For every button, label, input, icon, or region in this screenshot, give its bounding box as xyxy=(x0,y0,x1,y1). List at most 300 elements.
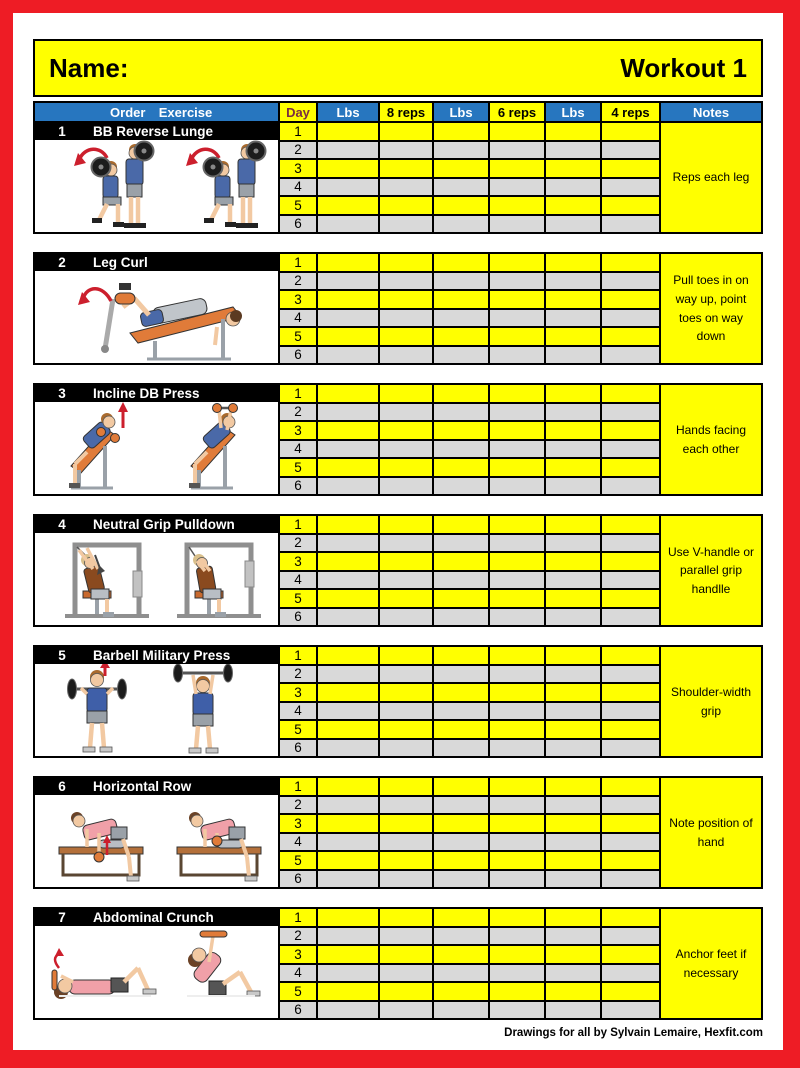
entry-cell[interactable] xyxy=(380,478,432,495)
entry-cell[interactable] xyxy=(546,797,600,814)
entry-cell[interactable] xyxy=(490,478,544,495)
exercise-title-bar xyxy=(35,909,278,926)
entry-cell[interactable] xyxy=(318,1002,378,1019)
entry-cell[interactable] xyxy=(380,740,432,757)
log-grid xyxy=(280,254,659,363)
entry-cell[interactable] xyxy=(318,647,378,664)
entry-cell[interactable] xyxy=(602,965,659,982)
entry-cell[interactable] xyxy=(434,778,488,795)
entry-cell[interactable] xyxy=(434,441,488,458)
entry-cell[interactable] xyxy=(318,740,378,757)
day-cell: 1 xyxy=(280,516,316,533)
day-header-label: Day xyxy=(280,103,316,121)
day-cell: 2 xyxy=(280,142,316,159)
entry-cell[interactable] xyxy=(318,291,378,308)
exercise-title-bar xyxy=(35,647,278,664)
entry-cell[interactable] xyxy=(380,647,432,664)
exercise-left-panel xyxy=(35,647,278,756)
entry-cell[interactable] xyxy=(434,590,488,607)
entry-cell[interactable] xyxy=(434,609,488,626)
entry-cell[interactable] xyxy=(602,478,659,495)
entry-cell[interactable] xyxy=(380,254,432,271)
entry-cell[interactable] xyxy=(602,197,659,214)
entry-cell[interactable] xyxy=(318,609,378,626)
notes-header-label: Notes xyxy=(661,103,761,121)
entry-cell[interactable] xyxy=(602,516,659,533)
entry-cell[interactable] xyxy=(546,160,600,177)
entry-cell[interactable] xyxy=(546,590,600,607)
entry-cell[interactable] xyxy=(318,852,378,869)
exercise-block xyxy=(33,121,763,234)
entry-cell[interactable] xyxy=(602,254,659,271)
entry-cell[interactable] xyxy=(546,516,600,533)
entry-cell[interactable] xyxy=(546,385,600,402)
entry-cell[interactable] xyxy=(434,553,488,570)
entry-cell[interactable] xyxy=(490,273,544,290)
entry-cell[interactable] xyxy=(602,328,659,345)
entry-cell[interactable] xyxy=(546,871,600,888)
entry-cell[interactable] xyxy=(380,684,432,701)
workout-title: Workout 1 xyxy=(620,52,747,83)
entry-cell[interactable] xyxy=(380,404,432,421)
entry-cell[interactable] xyxy=(490,871,544,888)
entry-cell[interactable] xyxy=(434,909,488,926)
entry-cell[interactable] xyxy=(318,347,378,364)
entry-cell[interactable] xyxy=(318,721,378,738)
reps-header-8: 8 reps xyxy=(380,103,432,121)
entry-cell[interactable] xyxy=(434,815,488,832)
entry-cell[interactable] xyxy=(318,385,378,402)
day-cell: 3 xyxy=(280,684,316,701)
entry-cell[interactable] xyxy=(602,216,659,233)
entry-cell[interactable] xyxy=(380,965,432,982)
entry-cell[interactable] xyxy=(490,572,544,589)
entry-cell[interactable] xyxy=(602,778,659,795)
entry-cell[interactable] xyxy=(490,291,544,308)
name-label: Name: xyxy=(49,52,129,83)
entry-cell[interactable] xyxy=(434,535,488,552)
entry-cell[interactable] xyxy=(434,123,488,140)
column-header-row xyxy=(33,101,763,123)
entry-cell[interactable] xyxy=(490,216,544,233)
entry-cell[interactable] xyxy=(380,123,432,140)
entry-cell[interactable] xyxy=(318,123,378,140)
entry-cell[interactable] xyxy=(380,946,432,963)
entry-cell[interactable] xyxy=(546,254,600,271)
entry-cell[interactable] xyxy=(546,328,600,345)
entry-cell[interactable] xyxy=(380,666,432,683)
entry-cell[interactable] xyxy=(490,422,544,439)
entry-cell[interactable] xyxy=(490,609,544,626)
leg-curl-illustration xyxy=(35,271,278,363)
entry-cell[interactable] xyxy=(602,815,659,832)
entry-cell[interactable] xyxy=(434,385,488,402)
entry-cell[interactable] xyxy=(602,740,659,757)
entry-cell[interactable] xyxy=(490,404,544,421)
day-cell: 4 xyxy=(280,965,316,982)
entry-cell[interactable] xyxy=(546,609,600,626)
entry-cell[interactable] xyxy=(490,123,544,140)
day-cell: 3 xyxy=(280,815,316,832)
entry-cell[interactable] xyxy=(434,347,488,364)
entry-cell[interactable] xyxy=(380,590,432,607)
entry-cell[interactable] xyxy=(380,516,432,533)
day-cell: 1 xyxy=(280,778,316,795)
entry-cell[interactable] xyxy=(434,404,488,421)
entry-cell[interactable] xyxy=(434,983,488,1000)
entry-cell[interactable] xyxy=(434,703,488,720)
entry-cell[interactable] xyxy=(546,404,600,421)
entry-cell[interactable] xyxy=(380,609,432,626)
day-cell: 4 xyxy=(280,179,316,196)
entry-cell[interactable] xyxy=(490,983,544,1000)
entry-cell[interactable] xyxy=(318,928,378,945)
entry-cell[interactable] xyxy=(602,666,659,683)
entry-cell[interactable] xyxy=(490,647,544,664)
entry-cell[interactable] xyxy=(602,404,659,421)
entry-cell[interactable] xyxy=(490,328,544,345)
entry-cell[interactable] xyxy=(546,647,600,664)
entry-cell[interactable] xyxy=(490,815,544,832)
entry-cell[interactable] xyxy=(318,553,378,570)
entry-cell[interactable] xyxy=(434,328,488,345)
entry-cell[interactable] xyxy=(434,478,488,495)
day-cell: 6 xyxy=(280,740,316,757)
entry-cell[interactable] xyxy=(380,852,432,869)
entry-cell[interactable] xyxy=(318,478,378,495)
entry-cell[interactable] xyxy=(490,254,544,271)
exercise-notes: Shoulder-width grip xyxy=(661,647,761,756)
entry-cell[interactable] xyxy=(318,535,378,552)
entry-cell[interactable] xyxy=(546,778,600,795)
entry-cell[interactable] xyxy=(318,778,378,795)
entry-cell[interactable] xyxy=(318,572,378,589)
entry-cell[interactable] xyxy=(318,703,378,720)
entry-cell[interactable] xyxy=(434,684,488,701)
exercise-name: Barbell Military Press xyxy=(93,648,231,663)
entry-cell[interactable] xyxy=(380,797,432,814)
entry-cell[interactable] xyxy=(318,441,378,458)
entry-cell[interactable] xyxy=(546,459,600,476)
entry-cell[interactable] xyxy=(546,1002,600,1019)
entry-cell[interactable] xyxy=(318,422,378,439)
entry-cell[interactable] xyxy=(602,459,659,476)
entry-cell[interactable] xyxy=(490,797,544,814)
entry-cell[interactable] xyxy=(380,553,432,570)
entry-cell[interactable] xyxy=(434,1002,488,1019)
entry-cell[interactable] xyxy=(380,328,432,345)
entry-cell[interactable] xyxy=(318,983,378,1000)
day-cell: 3 xyxy=(280,422,316,439)
entry-cell[interactable] xyxy=(546,347,600,364)
entry-cell[interactable] xyxy=(380,441,432,458)
entry-cell[interactable] xyxy=(318,404,378,421)
entry-cell[interactable] xyxy=(318,590,378,607)
entry-cell[interactable] xyxy=(546,273,600,290)
entry-cell[interactable] xyxy=(602,179,659,196)
entry-cell[interactable] xyxy=(380,160,432,177)
entry-cell[interactable] xyxy=(602,703,659,720)
entry-cell[interactable] xyxy=(490,666,544,683)
entry-cell[interactable] xyxy=(490,778,544,795)
entry-cell[interactable] xyxy=(380,179,432,196)
entry-cell[interactable] xyxy=(602,983,659,1000)
entry-cell[interactable] xyxy=(380,535,432,552)
entry-cell[interactable] xyxy=(318,871,378,888)
entry-cell[interactable] xyxy=(490,535,544,552)
exercise-order-number: 5 xyxy=(58,648,66,663)
entry-cell[interactable] xyxy=(318,160,378,177)
entry-cell[interactable] xyxy=(546,123,600,140)
entry-cell[interactable] xyxy=(546,535,600,552)
entry-cell[interactable] xyxy=(602,871,659,888)
exercise-header-label: Exercise xyxy=(158,104,213,120)
entry-cell[interactable] xyxy=(380,1002,432,1019)
entry-cell[interactable] xyxy=(318,254,378,271)
entry-cell[interactable] xyxy=(434,422,488,439)
entry-cell[interactable] xyxy=(490,385,544,402)
entry-cell[interactable] xyxy=(602,590,659,607)
entry-cell[interactable] xyxy=(434,516,488,533)
entry-cell[interactable] xyxy=(602,273,659,290)
entry-cell[interactable] xyxy=(434,852,488,869)
entry-cell[interactable] xyxy=(546,703,600,720)
entry-cell[interactable] xyxy=(434,310,488,327)
entry-cell[interactable] xyxy=(380,142,432,159)
entry-cell[interactable] xyxy=(318,459,378,476)
entry-cell[interactable] xyxy=(546,179,600,196)
entry-cell[interactable] xyxy=(434,834,488,851)
day-cell: 5 xyxy=(280,590,316,607)
entry-cell[interactable] xyxy=(434,142,488,159)
entry-cell[interactable] xyxy=(318,946,378,963)
entry-cell[interactable] xyxy=(490,1002,544,1019)
entry-cell[interactable] xyxy=(602,946,659,963)
entry-cell[interactable] xyxy=(380,871,432,888)
entry-cell[interactable] xyxy=(490,160,544,177)
entry-cell[interactable] xyxy=(434,946,488,963)
entry-cell[interactable] xyxy=(490,834,544,851)
entry-cell[interactable] xyxy=(434,459,488,476)
entry-cell[interactable] xyxy=(602,310,659,327)
entry-cell[interactable] xyxy=(602,142,659,159)
entry-cell[interactable] xyxy=(546,834,600,851)
exercise-name: Horizontal Row xyxy=(93,779,192,794)
day-cell: 4 xyxy=(280,834,316,851)
entry-cell[interactable] xyxy=(602,123,659,140)
entry-cell[interactable] xyxy=(602,647,659,664)
entry-cell[interactable] xyxy=(490,310,544,327)
entry-cell[interactable] xyxy=(602,834,659,851)
entry-cell[interactable] xyxy=(434,254,488,271)
entry-cell[interactable] xyxy=(602,553,659,570)
entry-cell[interactable] xyxy=(546,142,600,159)
entry-cell[interactable] xyxy=(602,422,659,439)
entry-cell[interactable] xyxy=(380,983,432,1000)
entry-cell[interactable] xyxy=(434,797,488,814)
exercise-block xyxy=(33,383,763,496)
entry-cell[interactable] xyxy=(318,965,378,982)
entry-cell[interactable] xyxy=(490,459,544,476)
entry-cell[interactable] xyxy=(380,291,432,308)
entry-cell[interactable] xyxy=(546,965,600,982)
entry-cell[interactable] xyxy=(318,216,378,233)
entry-cell[interactable] xyxy=(318,815,378,832)
entry-cell[interactable] xyxy=(546,422,600,439)
entry-cell[interactable] xyxy=(490,946,544,963)
entry-cell[interactable] xyxy=(318,179,378,196)
entry-cell[interactable] xyxy=(602,928,659,945)
entry-cell[interactable] xyxy=(380,834,432,851)
entry-cell[interactable] xyxy=(490,179,544,196)
entry-cell[interactable] xyxy=(380,422,432,439)
entry-cell[interactable] xyxy=(490,347,544,364)
entry-cell[interactable] xyxy=(434,179,488,196)
day-cell: 6 xyxy=(280,1002,316,1019)
entry-cell[interactable] xyxy=(380,459,432,476)
entry-cell[interactable] xyxy=(318,684,378,701)
entry-cell[interactable] xyxy=(490,740,544,757)
entry-cell[interactable] xyxy=(602,572,659,589)
entry-cell[interactable] xyxy=(602,684,659,701)
entry-cell[interactable] xyxy=(490,590,544,607)
entry-cell[interactable] xyxy=(434,965,488,982)
entry-cell[interactable] xyxy=(380,572,432,589)
entry-cell[interactable] xyxy=(434,273,488,290)
entry-cell[interactable] xyxy=(380,815,432,832)
entry-cell[interactable] xyxy=(318,142,378,159)
entry-cell[interactable] xyxy=(318,834,378,851)
entry-cell[interactable] xyxy=(434,216,488,233)
exercise-name: Neutral Grip Pulldown xyxy=(93,517,235,532)
entry-cell[interactable] xyxy=(546,721,600,738)
exercise-left-panel xyxy=(35,254,278,363)
entry-cell[interactable] xyxy=(602,160,659,177)
entry-cell[interactable] xyxy=(602,1002,659,1019)
day-cell: 1 xyxy=(280,385,316,402)
entry-cell[interactable] xyxy=(318,909,378,926)
entry-cell[interactable] xyxy=(602,797,659,814)
entry-cell[interactable] xyxy=(318,310,378,327)
exercise-block xyxy=(33,645,763,758)
entry-cell[interactable] xyxy=(434,160,488,177)
entry-cell[interactable] xyxy=(546,815,600,832)
entry-cell[interactable] xyxy=(602,291,659,308)
entry-cell[interactable] xyxy=(380,273,432,290)
entry-cell[interactable] xyxy=(602,909,659,926)
entry-cell[interactable] xyxy=(546,740,600,757)
entry-cell[interactable] xyxy=(380,347,432,364)
entry-cell[interactable] xyxy=(602,609,659,626)
entry-cell[interactable] xyxy=(602,535,659,552)
entry-cell[interactable] xyxy=(434,928,488,945)
entry-cell[interactable] xyxy=(490,852,544,869)
entry-cell[interactable] xyxy=(490,928,544,945)
entry-cell[interactable] xyxy=(434,721,488,738)
entry-cell[interactable] xyxy=(490,441,544,458)
entry-cell[interactable] xyxy=(380,703,432,720)
entry-cell[interactable] xyxy=(546,946,600,963)
entry-cell[interactable] xyxy=(380,721,432,738)
entry-cell[interactable] xyxy=(318,328,378,345)
entry-cell[interactable] xyxy=(380,197,432,214)
entry-cell[interactable] xyxy=(546,553,600,570)
log-grid xyxy=(280,123,659,232)
entry-cell[interactable] xyxy=(318,666,378,683)
entry-cell[interactable] xyxy=(380,778,432,795)
entry-cell[interactable] xyxy=(490,703,544,720)
entry-cell[interactable] xyxy=(602,441,659,458)
entry-cell[interactable] xyxy=(490,721,544,738)
entry-cell[interactable] xyxy=(546,684,600,701)
entry-cell[interactable] xyxy=(380,928,432,945)
entry-cell[interactable] xyxy=(490,142,544,159)
entry-cell[interactable] xyxy=(546,310,600,327)
sheet-content xyxy=(33,39,763,1039)
entry-cell[interactable] xyxy=(602,852,659,869)
exercise-order-number: 7 xyxy=(58,910,66,925)
entry-cell[interactable] xyxy=(434,666,488,683)
entry-cell[interactable] xyxy=(318,273,378,290)
entry-cell[interactable] xyxy=(602,385,659,402)
entry-cell[interactable] xyxy=(380,216,432,233)
entry-cell[interactable] xyxy=(490,684,544,701)
exercise-notes: Note position of hand xyxy=(661,778,761,887)
entry-cell[interactable] xyxy=(490,909,544,926)
entry-cell[interactable] xyxy=(434,871,488,888)
entry-cell[interactable] xyxy=(380,385,432,402)
entry-cell[interactable] xyxy=(434,197,488,214)
entry-cell[interactable] xyxy=(434,740,488,757)
entry-cell[interactable] xyxy=(546,983,600,1000)
horizontal-row-illustration xyxy=(35,795,278,887)
entry-cell[interactable] xyxy=(546,666,600,683)
entry-cell[interactable] xyxy=(546,909,600,926)
entry-cell[interactable] xyxy=(434,291,488,308)
entry-cell[interactable] xyxy=(546,852,600,869)
entry-cell[interactable] xyxy=(546,216,600,233)
entry-cell[interactable] xyxy=(546,197,600,214)
entry-cell[interactable] xyxy=(434,647,488,664)
entry-cell[interactable] xyxy=(490,197,544,214)
incline-db-press-illustration xyxy=(35,402,278,494)
day-cell: 5 xyxy=(280,197,316,214)
exercise-block xyxy=(33,514,763,627)
entry-cell[interactable] xyxy=(434,572,488,589)
exercise-order-number: 6 xyxy=(58,779,66,794)
log-grid xyxy=(280,516,659,625)
exercise-block xyxy=(33,776,763,889)
entry-cell[interactable] xyxy=(546,478,600,495)
entry-cell[interactable] xyxy=(490,553,544,570)
entry-cell[interactable] xyxy=(546,291,600,308)
exercise-name: Leg Curl xyxy=(93,255,148,270)
entry-cell[interactable] xyxy=(602,721,659,738)
footer-credit: Drawings for all by Sylvain Lemaire, Hexfit.com xyxy=(504,1027,763,1039)
entry-cell[interactable] xyxy=(318,797,378,814)
entry-cell[interactable] xyxy=(490,965,544,982)
entry-cell[interactable] xyxy=(546,441,600,458)
entry-cell[interactable] xyxy=(318,516,378,533)
entry-cell[interactable] xyxy=(546,928,600,945)
entry-cell[interactable] xyxy=(546,572,600,589)
entry-cell[interactable] xyxy=(380,909,432,926)
entry-cell[interactable] xyxy=(602,347,659,364)
entry-cell[interactable] xyxy=(380,310,432,327)
entry-cell[interactable] xyxy=(490,516,544,533)
entry-cell[interactable] xyxy=(318,197,378,214)
day-cell: 6 xyxy=(280,478,316,495)
